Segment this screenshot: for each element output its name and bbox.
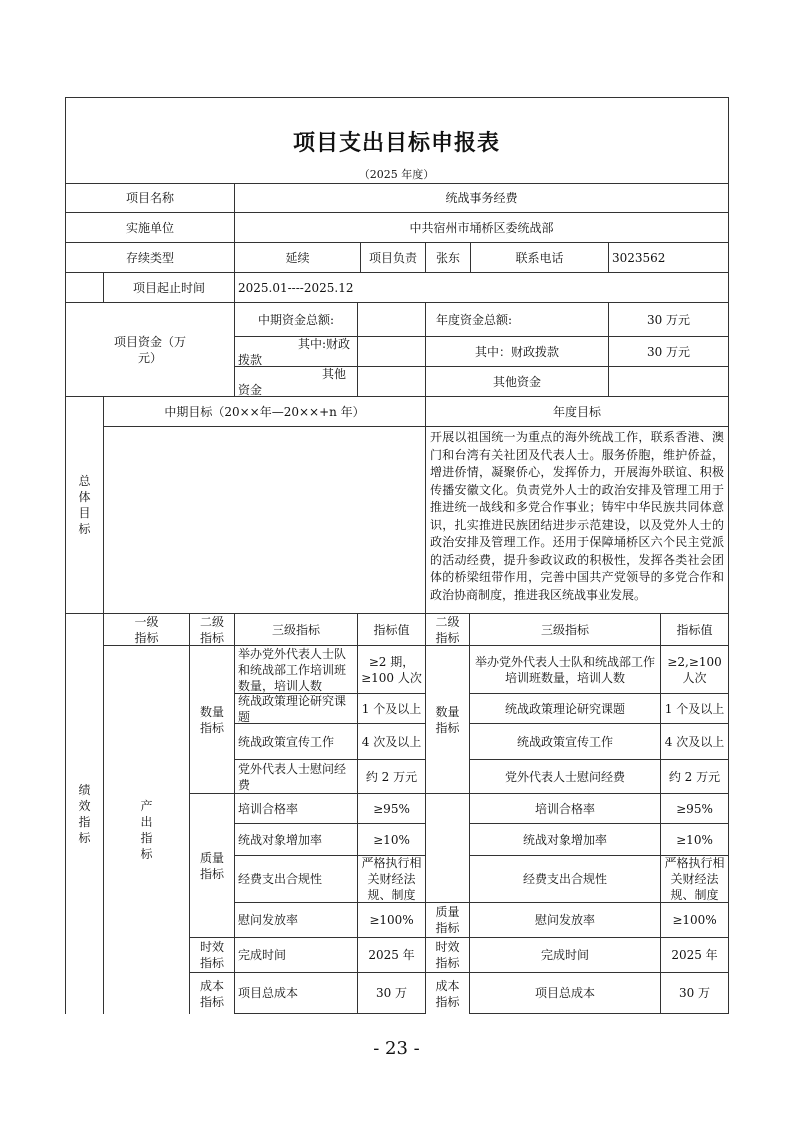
mid-other-label: 其他资金 — [234, 366, 358, 397]
l2-qty-left: 数量指标 — [189, 645, 235, 794]
l2-cost-left: 成本指标 — [189, 972, 235, 1014]
year-fiscal-value: 30 万元 — [608, 336, 729, 367]
indicator-value-left: 30 万 — [357, 972, 426, 1014]
indicator-name-right: 经费支出合规性 — [469, 855, 661, 903]
l2-qty-right: 数量指标 — [425, 645, 470, 794]
l2-qual-left: 质量指标 — [189, 793, 235, 938]
indicator-name-left: 培训合格率 — [234, 793, 358, 824]
indicator-value-right: ≥2,≥100 人次 — [660, 645, 729, 694]
page-title: 项目支出目标申报表 — [292, 130, 500, 156]
leader-label: 项目负责 — [360, 242, 426, 273]
indicator-name-left: 项目总成本 — [234, 972, 358, 1014]
indicator-name-right: 党外代表人士慰问经费 — [469, 759, 661, 794]
indicator-value-right: 严格执行相关财经法规、制度 — [660, 855, 729, 903]
header-l3-left: 三级指标 — [234, 613, 358, 646]
period-value: 2025.01----2025.12 — [234, 272, 729, 303]
blank-cell — [65, 272, 104, 303]
indicator-value-left: 4 次及以上 — [357, 723, 426, 760]
year-other-label: 其他资金 — [425, 366, 609, 397]
header-l3-right: 三级指标 — [469, 613, 661, 646]
year-goal-text: 开展以祖国统一为重点的海外统战工作，联系香港、澳门和台湾有关社团及代表人士。服务侨胞，维护侨益，增进侨情，凝聚侨心，发挥侨力，开展海外联谊、积极传播安徽文化。负责党外人士的政治安排及管理工用于推进统一战线和多党合作事业；铸牢中华民族共同体意识，扎实推进民族团结进步示范建设，以及党外人士的政治安排及管理工作。还用于保障埇桥区六个民主党派的活动经费，提升参政议政的积极性，发挥各类社会团体的桥梁纽带作用，完善中国共产党领导的多党合作和政治协商制度，推进我区统战事业发展。 — [430, 430, 724, 602]
indicator-name-right: 慰问发放率 — [469, 902, 661, 938]
indicator-value-right: ≥100% — [660, 902, 729, 938]
page-number: - 23 - — [373, 1038, 420, 1059]
mid-total-value — [357, 302, 426, 337]
l2-blank-right — [425, 793, 470, 903]
indicator-name-left: 慰问发放率 — [234, 902, 358, 938]
l2-qual-right: 质量指标 — [425, 902, 470, 938]
l1-output: 产出指标 — [103, 645, 190, 1014]
year-other-value — [608, 366, 729, 397]
indicator-value-left: 约 2 万元 — [357, 759, 426, 794]
indicator-value-left: ≥2 期，≥100 人次 — [357, 645, 426, 694]
l2-cost-right: 成本指标 — [425, 972, 470, 1014]
name-value: 统战事务经费 — [234, 183, 729, 213]
name-label: 项目名称 — [65, 183, 235, 213]
mid-goal-header: 中期目标（20××年—20××+n 年） — [103, 396, 426, 427]
header-l2-left: 二级指标 — [189, 613, 235, 646]
indicator-value-right: ≥10% — [660, 823, 729, 856]
period-label: 项目起止时间 — [103, 272, 235, 303]
indicator-value-left: ≥100% — [357, 902, 426, 938]
indicator-name-left: 党外代表人士慰问经费 — [234, 759, 358, 794]
indicator-name-right: 统战对象增加率 — [469, 823, 661, 856]
indicator-name-right: 培训合格率 — [469, 793, 661, 824]
indicator-name-right: 项目总成本 — [469, 972, 661, 1014]
type-label: 存续类型 — [65, 242, 235, 273]
phone-value: 3023562 — [608, 242, 729, 273]
mid-fiscal-value — [357, 336, 426, 367]
mid-total-label: 中期资金总额: — [234, 302, 358, 337]
year-goal-header: 年度目标 — [425, 396, 729, 427]
year-total-value: 30 万元 — [608, 302, 729, 337]
indicator-name-right: 举办党外代表人士队和统战部工作培训班数量，培训人数 — [469, 645, 661, 694]
indicator-value-left: 严格执行相关财经法规、制度 — [357, 855, 426, 903]
indicator-name-right: 统战政策理论研究课题 — [469, 693, 661, 724]
mid-goal-text — [103, 426, 426, 614]
indicator-name-right: 完成时间 — [469, 937, 661, 973]
indicator-value-right: 2025 年 — [660, 937, 729, 973]
indicator-name-left: 经费支出合规性 — [234, 855, 358, 903]
indicator-name-left: 完成时间 — [234, 937, 358, 973]
header-l1: 一级指标 — [103, 613, 190, 646]
indicator-value-left: ≥95% — [357, 793, 426, 824]
indicator-value-right: 30 万 — [660, 972, 729, 1014]
year-total-label: 年度资金总额: — [425, 302, 609, 337]
leader-value: 张东 — [425, 242, 471, 273]
indicator-name-left: 统战政策理论研究课题 — [234, 693, 358, 724]
header-value-left: 指标值 — [357, 613, 426, 646]
indicator-name-left: 统战对象增加率 — [234, 823, 358, 856]
header-l2-right: 二级指标 — [425, 613, 470, 646]
indicator-value-right: 1 个及以上 — [660, 693, 729, 724]
phone-label: 联系电话 — [470, 242, 609, 273]
perf-label: 绩效指标 — [65, 613, 104, 1014]
indicator-value-right: 约 2 万元 — [660, 759, 729, 794]
mid-fiscal-label: 其中:财政拨款 — [234, 336, 358, 367]
header-value-right: 指标值 — [660, 613, 729, 646]
year-subtitle: （2025 年度） — [358, 168, 435, 181]
funds-label: 项目资金（万元） — [65, 302, 235, 397]
indicator-name-right: 统战政策宣传工作 — [469, 723, 661, 760]
overall-label: 总体目标 — [65, 396, 104, 614]
year-fiscal-label: 其中：财政拨款 — [425, 336, 609, 367]
indicator-name-left: 统战政策宣传工作 — [234, 723, 358, 760]
l2-time-right: 时效指标 — [425, 937, 470, 973]
indicator-name-left: 举办党外代表人士队和统战部工作培训班数量，培训人数 — [234, 645, 358, 694]
indicator-value-left: 2025 年 — [357, 937, 426, 973]
indicator-value-right: ≥95% — [660, 793, 729, 824]
unit-value: 中共宿州市埇桥区委统战部 — [234, 212, 729, 243]
mid-other-value — [357, 366, 426, 397]
indicator-value-left: ≥10% — [357, 823, 426, 856]
type-value: 延续 — [234, 242, 361, 273]
indicator-value-right: 4 次及以上 — [660, 723, 729, 760]
unit-label: 实施单位 — [65, 212, 235, 243]
indicator-value-left: 1 个及以上 — [357, 693, 426, 724]
l2-time-left: 时效指标 — [189, 937, 235, 973]
